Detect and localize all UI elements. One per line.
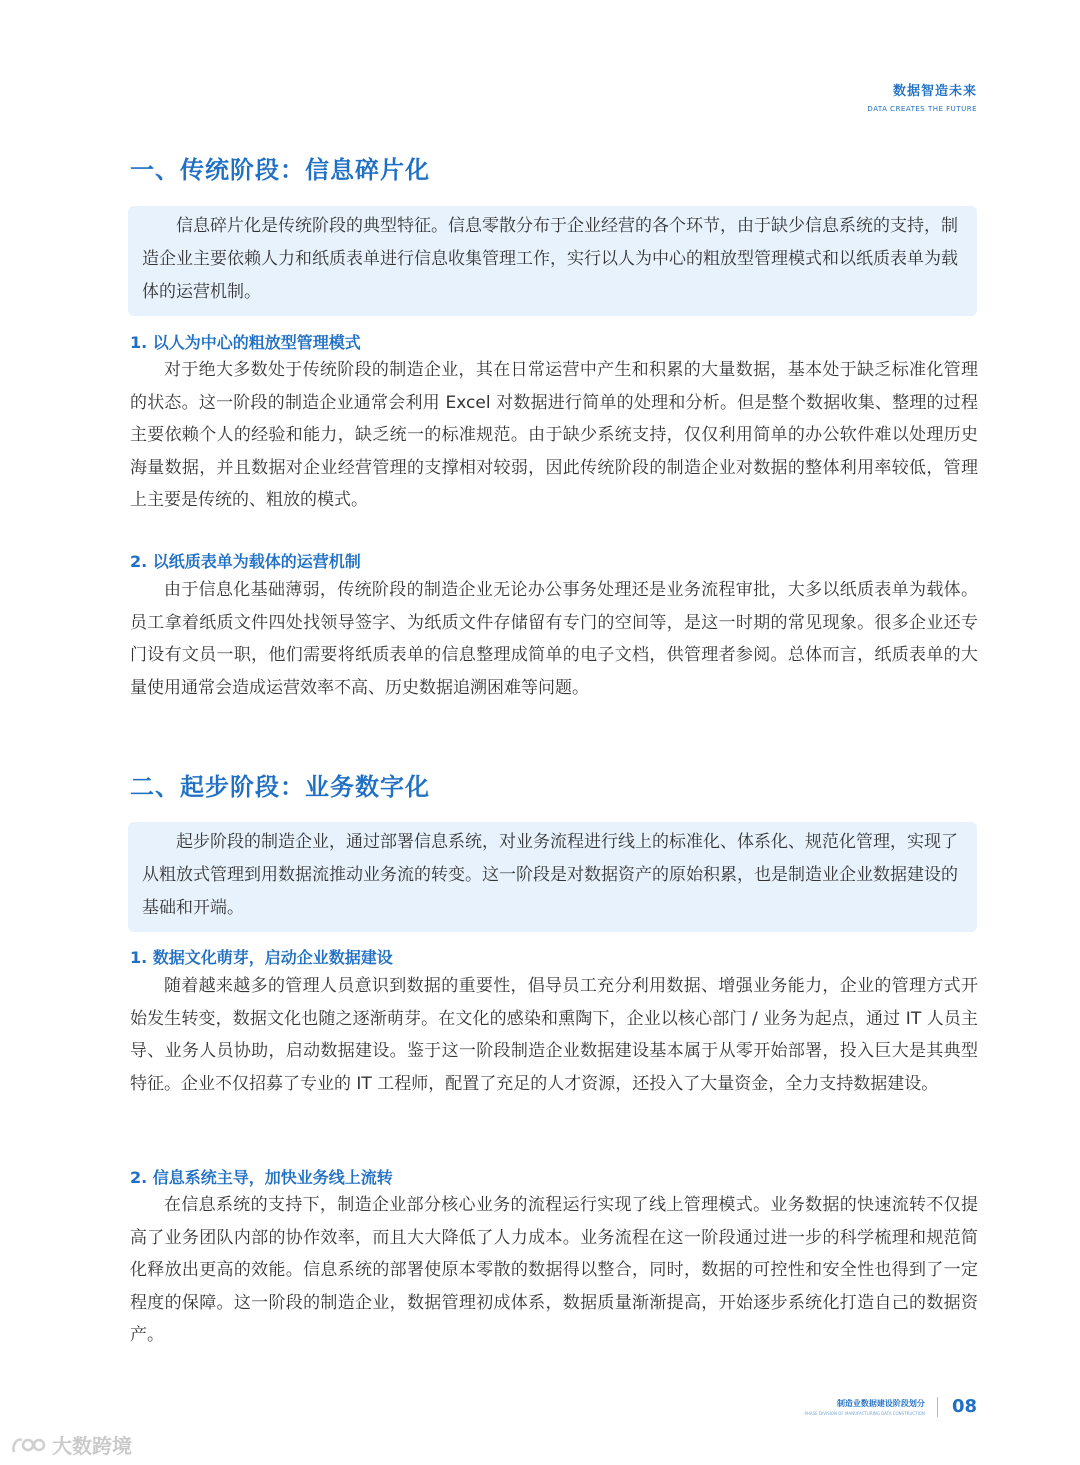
section-2-summary-box [128, 822, 977, 932]
page-footer [804, 1396, 977, 1417]
watermark [10, 1430, 132, 1459]
section-1-paragraph-1: 对于绝大多数处于传统阶段的制造企业，其在日常运营中产生和积累的大量数据，基本处于缺乏标准化管理的状态。这一阶段的制造企业通常会利用 Excel 对数据进行简单的处理和分析。但是整个数据收集、整理的过程主要依赖个人的经验和能力，缺乏统一的标准规范。由于缺少系统支持，仅仅利用简单的办公软件难以处理历史海量数据，并且数据对企业经营管理的支撑相对较弱，因此传统阶段的制造企业对数据的整体利用率较低，管理上主要是传统的、粗放的模式。 [130, 360, 978, 510]
page-number: 08 [951, 1396, 977, 1417]
section-2-subtitle-2: 2. 信息系统主导，加快业务线上流转 [130, 1168, 393, 1187]
watermark-text: 大数跨境 [52, 1434, 132, 1458]
section-2-subtitle-1: 1. 数据文化萌芽，启动企业数据建设 [130, 948, 393, 967]
footer-title-cn: 制造业数据建设阶段划分 [836, 1398, 925, 1408]
brand-subtitle: DATA CREATES THE FUTURE [867, 105, 977, 113]
section-2-title: 二、起步阶段：业务数字化 [130, 773, 430, 801]
footer-divider [937, 1397, 938, 1417]
section-1-paragraph-2: 由于信息化基础薄弱，传统阶段的制造企业无论办公事务处理还是业务流程审批，大多以纸质表单为载体。员工拿着纸质文件四处找领导签字、为纸质文件存储留有专门的空间等，是这一时期的常见现象。很多企业还专门设有文员一职，他们需要将纸质表单的信息整理成简单的电子文档，供管理者参阅。总体而言，纸质表单的大量使用通常会造成运营效率不高、历史数据追溯困难等问题。 [130, 580, 978, 698]
watermark-logo-icon [10, 1434, 46, 1456]
footer-doc-title [804, 1398, 924, 1416]
header-brand [867, 80, 977, 113]
section-2-paragraph-2: 在信息系统的支持下，制造企业部分核心业务的流程运行实现了线上管理模式。业务数据的快速流转不仅提高了业务团队内部的协作效率，而且大大降低了人力成本。业务流程在这一阶段通过进一步的科学梳理和规范简化释放出更高的效能。信息系统的部署使原本零散的数据得以整合，同时，数据的可控性和安全性也得到了一定程度的保障。这一阶段的制造企业，数据管理初成体系，数据质量渐渐提高，开始逐步系统化打造自己的数据资产。 [130, 1195, 978, 1345]
section-2-summary: 起步阶段的制造企业，通过部署信息系统，对业务流程进行线上的标准化、体系化、规范化管理，实现了从粗放式管理到用数据流推动业务流的转变。这一阶段是对数据资产的原始积累，也是制造业企业数据建设的基础和开端。 [142, 832, 958, 918]
section-1-summary-box [128, 206, 977, 316]
section-1-subtitle-1: 1. 以人为中心的粗放型管理模式 [130, 333, 361, 352]
section-2-paragraph-1: 随着越来越多的管理人员意识到数据的重要性，倡导员工充分利用数据、增强业务能力，企业的管理方式开始发生转变，数据文化也随之逐渐萌芽。在文化的感染和熏陶下，企业以核心部门 / 业务为起点，通过 IT 人员主导、业务人员协助，启动数据建设。鉴于这一阶段制造企业数据建设基本属于从零开始部署，投入巨大是其典型特征。企业不仅招募了专业的 IT 工程师，配置了充足的人才资源，还投入了大量资金，全力支持数据建设。 [130, 976, 978, 1094]
brand-title: 数据智造未来 [892, 84, 977, 99]
section-1-summary: 信息碎片化是传统阶段的典型特征。信息零散分布于企业经营的各个环节，由于缺少信息系统的支持，制造企业主要依赖人力和纸质表单进行信息收集管理工作，实行以人为中心的粗放型管理模式和以纸质表单为载体的运营机制。 [142, 216, 958, 302]
footer-title-en: PHASE DIVISION OF MANUFACTURING DATA CONSTRUCTION [804, 1410, 925, 1416]
section-1-subtitle-2: 2. 以纸质表单为载体的运营机制 [130, 552, 361, 571]
section-1-title: 一、传统阶段：信息碎片化 [130, 156, 430, 184]
